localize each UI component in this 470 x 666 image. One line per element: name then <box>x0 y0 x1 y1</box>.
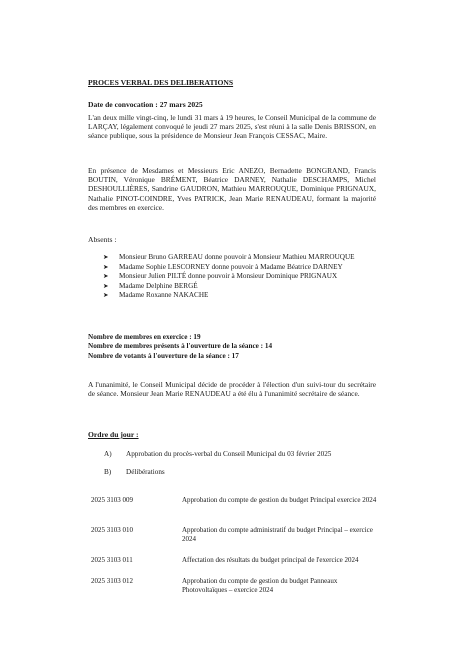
agenda-heading: Ordre du jour : <box>88 430 139 439</box>
agenda-item-letter: A) <box>104 450 112 458</box>
deliberation-code: 2025 3103 009 <box>91 496 133 504</box>
absents-heading: Absents : <box>88 235 117 244</box>
absents-list <box>103 253 375 301</box>
member-counts <box>88 333 272 361</box>
deliberation-text: Approbation du compte administratif du budget Principal – exercice 2024 <box>182 526 373 543</box>
deliberation-code: 2025 3103 011 <box>91 556 133 564</box>
deliberation-text: Affectation des résultats du budget principal de l'exercice 2024 <box>182 556 359 564</box>
convocation-date: Date de convocation : 27 mars 2025 <box>88 100 203 109</box>
deliberation-code: 2025 3103 012 <box>91 577 133 585</box>
count-voters: Nombre de votants à l'ouverture de la séance : 17 <box>88 351 239 360</box>
agenda-item-text: Délibérations <box>126 468 165 476</box>
list-item: ➤ Monsieur Julien PILTÉ donne pouvoir à Monsieur Dominique PRIGNAUX <box>103 272 375 282</box>
list-item: ➤ Madame Delphine BERGÉ <box>103 282 375 292</box>
presents-paragraph: En présence de Mesdames et Messieurs Eric ANEZO, Bernadette BONGRAND, Francis BOUTIN, Véronique BRÉMENT, Béatrice DARNEY, Nathalie DESCHAMPS, Michel DESHOULLIÈRES, Sandrine GAUDRON, Mathieu MARROUQUE, Dominique PRIGNAUX, Nathalie PINOT-COINDRE, Yves PATRICK, Jean Marie RENAUDEAU, formant la majorité des membres en exercice. <box>88 166 376 212</box>
deliberation-text: Approbation du compte de gestion du budget Principal exercice 2024 <box>182 496 377 504</box>
list-item: ➤ Madame Sophie LESCORNEY donne pouvoir à Madame Béatrice DARNEY <box>103 263 375 273</box>
deliberation-text: Approbation du compte de gestion du budget Panneaux Photovoltaïques – exercice 2024 <box>182 577 338 594</box>
deliberation-code: 2025 3103 010 <box>91 526 133 534</box>
count-present: Nombre de membres présents à l'ouverture de la séance : 14 <box>88 342 273 351</box>
agenda-item-letter: B) <box>104 468 112 476</box>
secretary-paragraph: A l'unanimité, le Conseil Municipal décide de procéder à l'élection d'un suivi-tour du secrétaire de séance. Monsieur Jean Marie RENAUDEAU a été élu à l'unanimité secrétaire de séance. <box>88 380 376 399</box>
intro-paragraph: L'an deux mille vingt-cinq, le lundi 31 mars à 19 heures, le Conseil Municipal de la commune de LARÇAY, légalement convoqué le jeudi 27 mars 2025, s'est réuni à la salle Denis BRISSON, en séance publique, sous la présidence de Monsieur Jean François CESSAC, Maire. <box>88 113 376 141</box>
list-item: ➤ Monsieur Bruno GARREAU donne pouvoir à Monsieur Mathieu MARROUQUE <box>103 253 375 263</box>
agenda-item-text: Approbation du procès-verbal du Conseil Municipal du 03 février 2025 <box>126 450 332 458</box>
list-item: ➤ Madame Roxanne NAKACHE <box>103 291 375 301</box>
document-title: PROCES VERBAL DES DELIBERATIONS <box>88 78 234 87</box>
count-members: Nombre de membres en exercice : 19 <box>88 333 201 341</box>
